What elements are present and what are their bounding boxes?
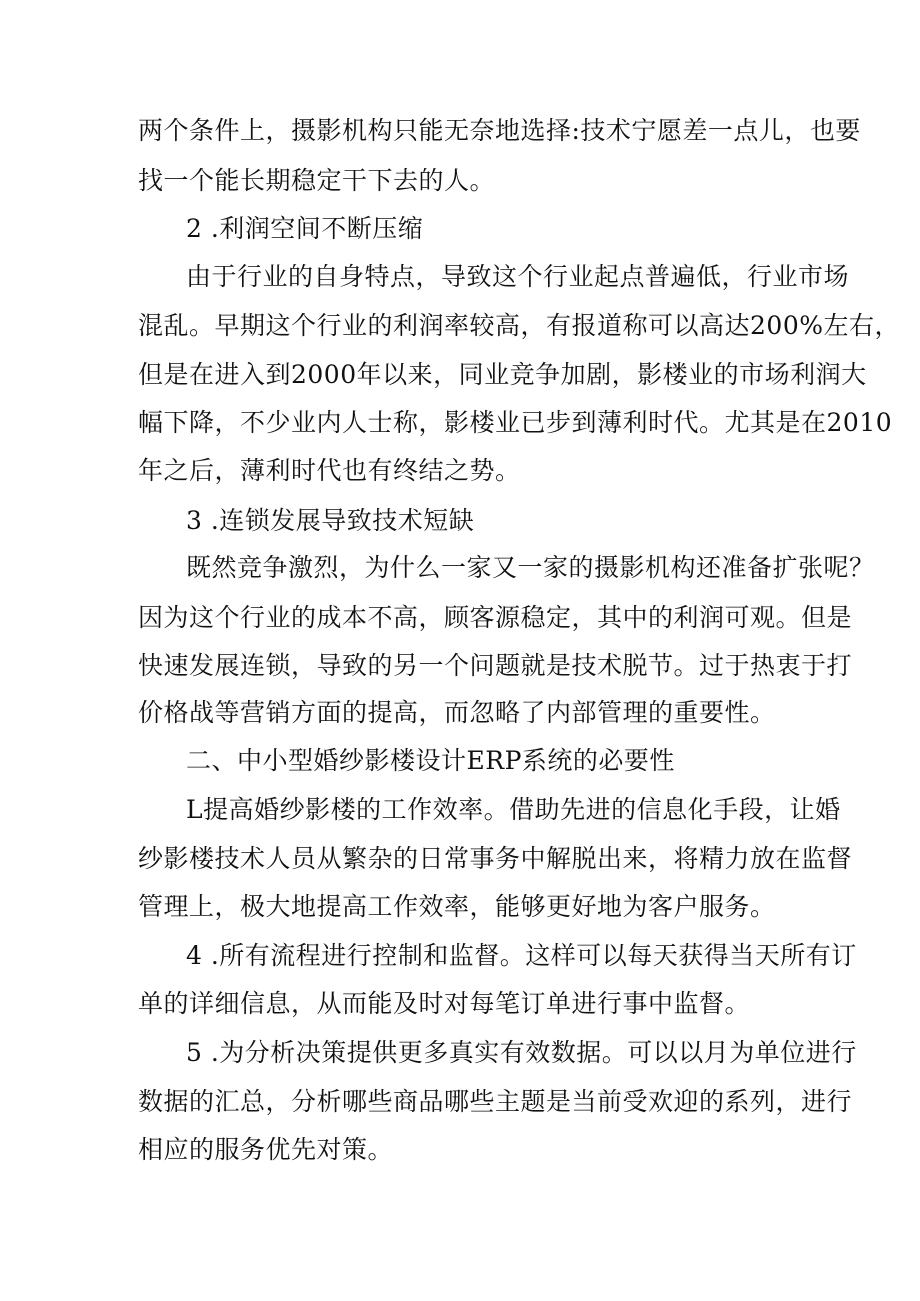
body-text-line: 管理上，极大地提高工作效率，能够更好地为客户服务。 xyxy=(138,892,776,921)
body-text-line: 快速发展连锁，导致的另一个问题就是技术脱节。过于热衷于打 xyxy=(138,651,853,680)
section-heading: 3 .连锁发展导致技术短缺 xyxy=(186,506,475,535)
section-heading: 2 .利润空间不断压缩 xyxy=(186,214,424,243)
body-text-line: 5 .为分析决策提供更多真实有效数据。可以以月为单位进行 xyxy=(186,1038,857,1067)
body-text-line: 但是在进入到2000年以来，同业竞争加剧，影楼业的市场利润大 xyxy=(138,360,867,389)
body-text-line: 4 .所有流程进行控制和监督。这样可以每天获得当天所有订 xyxy=(186,941,857,970)
body-text-line: 纱影楼技术人员从繁杂的日常事务中解脱出来，将精力放在监督 xyxy=(138,844,853,873)
body-text-line: 数据的汇总，分析哪些商品哪些主题是当前受欢迎的系列，进行 xyxy=(138,1087,853,1116)
body-text-line: 相应的服务优先对策。 xyxy=(138,1135,394,1164)
body-text-line: 既然竞争激烈，为什么一家又一家的摄影机构还准备扩张呢？ xyxy=(186,553,875,582)
section-heading: 二、中小型婚纱影楼设计ERP系统的必要性 xyxy=(186,746,675,775)
body-text-line: 由于行业的自身特点，导致这个行业起点普遍低，行业市场 xyxy=(186,262,850,291)
body-text-line: L提高婚纱影楼的工作效率。借助先进的信息化手段，让婚 xyxy=(186,795,841,824)
body-text-line: 年之后，薄利时代也有终结之势。 xyxy=(138,456,521,485)
body-text-line: 幅下降，不少业内人士称，影楼业已步到薄利时代。尤其是在2010 xyxy=(138,408,893,437)
body-text-line: 因为这个行业的成本不高，顾客源稳定，其中的利润可观。但是 xyxy=(138,603,853,632)
body-text-line: 单的详细信息，从而能及时对每笔订单进行事中监督。 xyxy=(138,989,751,1018)
body-text-line: 混乱。早期这个行业的利润率较高，有报道称可以高达200%左右， xyxy=(138,311,900,340)
body-text-line: 找一个能长期稳定干下去的人。 xyxy=(138,166,496,195)
body-text-line: 两个条件上，摄影机构只能无奈地选择:技术宁愿差一点儿，也要 xyxy=(138,116,861,145)
body-text-line: 价格战等营销方面的提高，而忽略了内部管理的重要性。 xyxy=(138,698,776,727)
